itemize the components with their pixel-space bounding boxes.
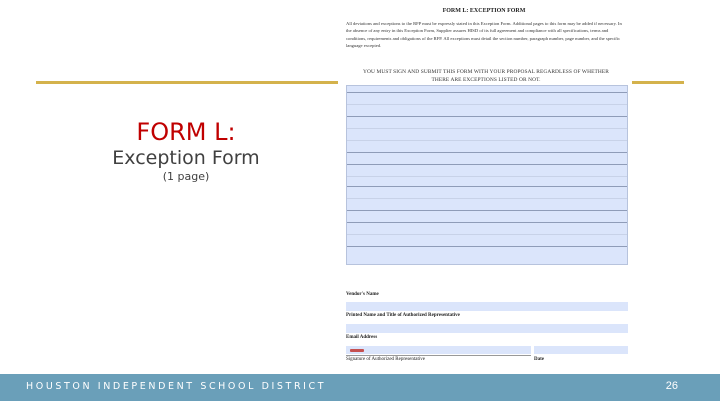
exception-form-document <box>338 0 630 368</box>
table-row-line <box>347 198 627 199</box>
footer-organization: HOUSTON INDEPENDENT SCHOOL DISTRICT <box>26 381 327 392</box>
signature-label: Signature of Authorized Representative <box>346 357 426 362</box>
vendor-name-label: Vendor's Name <box>346 292 379 297</box>
signature-underline <box>346 355 531 356</box>
slide-subtitle: Exception Form <box>112 147 260 169</box>
accent-line-left <box>36 81 338 84</box>
page-number: 26 <box>665 380 678 392</box>
accent-line-right <box>632 81 684 84</box>
table-row-line <box>347 128 627 129</box>
table-row-line <box>347 246 627 247</box>
date-label: Date <box>534 357 544 362</box>
email-label: Email Address <box>346 335 378 340</box>
table-row-line <box>347 140 627 141</box>
document-paragraph: All deviations and exceptions to the RFP must be expressly stated in this Exception Form. Additional pages to this form may be added if necessary. In the absence of any entry in this Exception Form, Supplier assures HISD of its full agreement and compliance with all specifications, terms and conditions, requirements and obligations of the RFP. All exceptions must detail the section number, paragraph number, page number, and the specific language excepted. <box>346 21 622 49</box>
signature-mark <box>350 349 364 352</box>
slide-title-block <box>60 118 312 184</box>
slide-page-note: (1 page) <box>162 170 210 183</box>
table-row-line <box>347 92 627 93</box>
table-row-line <box>347 176 627 177</box>
printed-name-label: Printed Name and Title of Authorized Representative <box>346 313 460 318</box>
date-field[interactable] <box>534 346 628 354</box>
table-row-line <box>347 164 627 165</box>
printed-name-field[interactable] <box>346 324 628 333</box>
signature-field[interactable] <box>346 346 531 354</box>
table-row-line <box>347 104 627 105</box>
slide-title: FORM L: <box>136 118 236 146</box>
table-row-line <box>347 116 627 117</box>
notice-line-2: THERE ARE EXCEPTIONS LISTED OR NOT. <box>431 77 541 83</box>
table-row-line <box>347 222 627 223</box>
footer-bar <box>0 374 720 401</box>
table-row-line <box>347 186 627 187</box>
document-header: FORM L: EXCEPTION FORM <box>442 8 526 14</box>
notice-line-1: YOU MUST SIGN AND SUBMIT THIS FORM WITH YOUR PROPOSAL REGARDLESS OF WHETHER <box>363 69 609 75</box>
document-notice <box>346 68 626 84</box>
table-row-line <box>347 234 627 235</box>
table-row-line <box>347 152 627 153</box>
exceptions-table[interactable] <box>346 85 628 265</box>
table-row-line <box>347 210 627 211</box>
vendor-name-field[interactable] <box>346 302 628 311</box>
